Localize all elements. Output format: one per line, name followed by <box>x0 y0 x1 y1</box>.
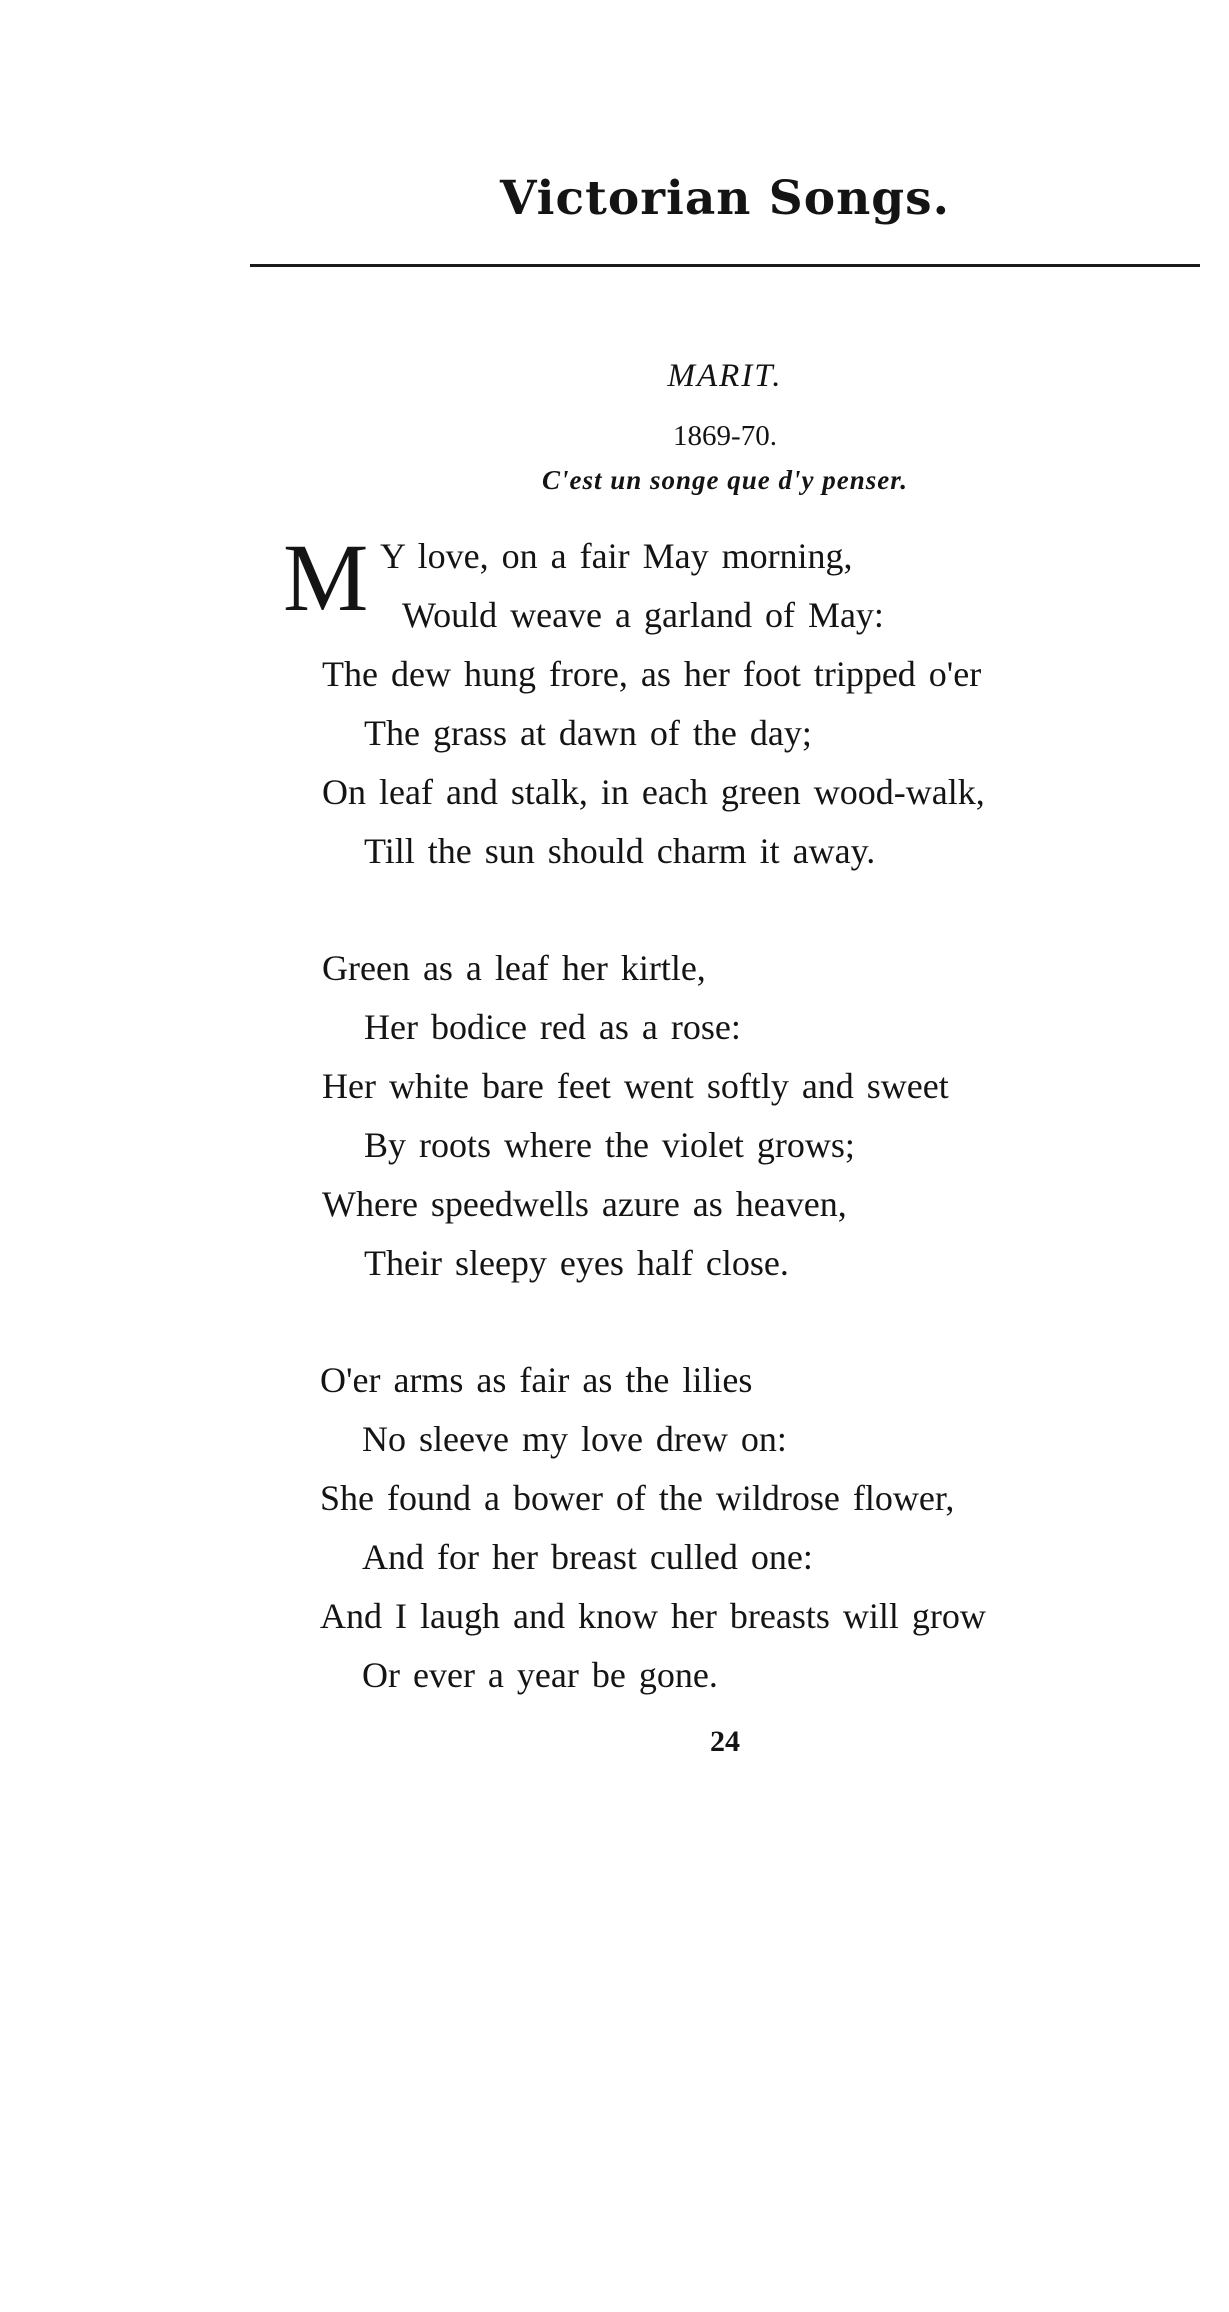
poem-line: Where speedwells azure as heaven, <box>322 1184 847 1224</box>
poem-line: O'er arms as fair as the lilies <box>320 1360 753 1400</box>
poem-line: Or ever a year be gone. <box>362 1655 718 1695</box>
poem-epigraph: C'est un songe que d'y penser. <box>541 465 909 495</box>
poem-line: And I laugh and know her breasts will grow <box>320 1596 986 1636</box>
poem-date: 1869-70. <box>673 420 777 452</box>
poem-title: MARIT. <box>667 358 783 394</box>
poem-line: She found a bower of the wildrose flower, <box>320 1478 955 1518</box>
poem-line: On leaf and stalk, in each green wood-walk, <box>322 772 985 812</box>
running-head: Victorian Songs. <box>500 171 950 226</box>
poem-line: Y love, on a fair May morning, <box>380 536 853 576</box>
page-number: 24 <box>710 1725 740 1758</box>
poem-line: Her white bare feet went softly and sweet <box>322 1066 949 1106</box>
poem-line: Green as a leaf her kirtle, <box>322 948 706 988</box>
poem-line: Her bodice red as a rose: <box>364 1007 741 1047</box>
poem-line: Their sleepy eyes half close. <box>364 1243 789 1283</box>
poem-line: Till the sun should charm it away. <box>364 831 876 871</box>
poem-line: No sleeve my love drew on: <box>362 1419 787 1459</box>
drop-cap: M <box>283 524 369 631</box>
poem-line: The dew hung frore, as her foot tripped o'er <box>322 654 982 694</box>
header-rule <box>250 264 1200 267</box>
poem-line: By roots where the violet grows; <box>364 1125 855 1165</box>
poem-line: The grass at dawn of the day; <box>364 713 812 753</box>
poem-line: Would weave a garland of May: <box>402 595 884 635</box>
poem-line: And for her breast culled one: <box>362 1537 813 1577</box>
